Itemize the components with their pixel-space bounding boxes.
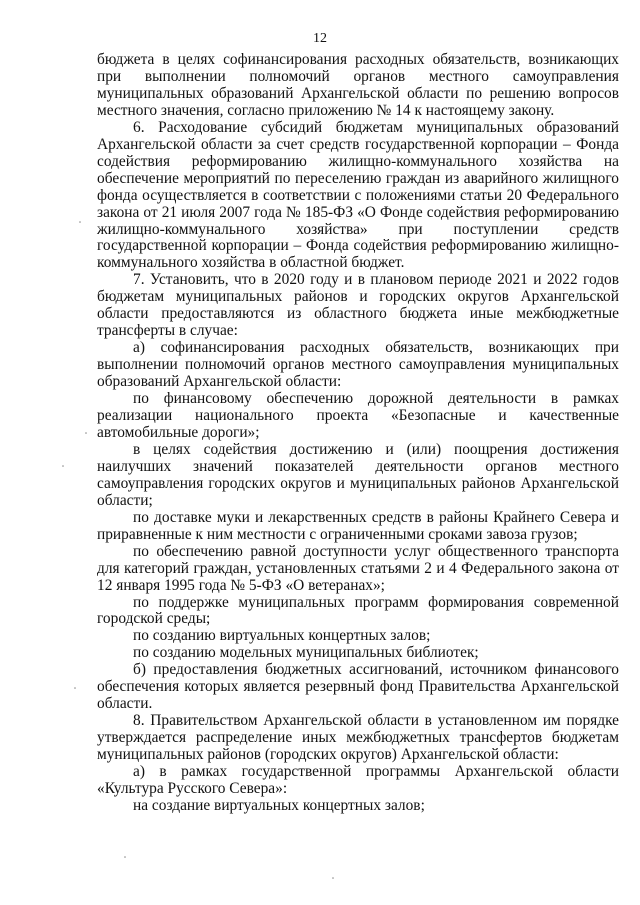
list-item-flour-medicine-delivery: по доставке муки и лекарственных средств в районы Крайнего Севера и приравненные к ним местности с ограниченными сроками завоза грузов;: [97, 508, 619, 543]
list-item-road-activity: по финансовому обеспечению дорожной деятельности в рамках реализации национального проекта «Безопасные и качественные автомобильные дороги»;: [97, 390, 619, 441]
paragraph-7a: а) софинансирования расходных обязательств, возникающих при выполнении полномочий органов местного самоуправления муниципальных образований Архангельской области:: [97, 339, 619, 391]
list-item-performance-indicators: в целях содействия достижению и (или) поощрения достижения наилучших значений показателей деятельности органов местного самоуправления городских округов и муниципальных районов Архангельской области;: [97, 440, 619, 509]
scan-speck: [124, 856, 126, 858]
scan-speck: [62, 465, 64, 467]
scan-speck: [332, 877, 334, 879]
paragraph-6: 6. Расходование субсидий бюджетам муниципальных образований Архангельской области за счет средств государственной корпорации – Фонда содействия реформированию жилищно-коммунального хозяйства на обеспечение мероприятий по переселению граждан из аварийного жилищного фонда осуществляется в соответствии с положениями статьи 20 Федерального закона от 21 июля 2007 года № 185-ФЗ «О Фонде содействия реформированию жилищно-коммунального хозяйства» при поступлении средств государственной корпорации – Фонда содействия реформированию жилищно-коммунального хозяйства в областной бюджет.: [97, 118, 619, 272]
paragraph-continuation: бюджета в целях софинансирования расходных обязательств, возникающих при выполнении полномочий органов местного самоуправления муниципальных образований Архангельской области по решению вопросов местного значения, согласно приложению № 14 к настоящему закону.: [97, 51, 619, 119]
paragraph-8a: а) в рамках государственной программы Архангельской области «Культура Русского Севера»:: [97, 763, 619, 797]
list-item-urban-environment: по поддержке муниципальных программ формирования современной городской среды;: [97, 593, 619, 628]
list-item-public-transport: по обеспечению равной доступности услуг общественного транспорта для категорий граждан, установленных статьями 2 и 4 Федерального закона от 12 января 1995 года № 5-ФЗ «О ветеранах»;: [97, 542, 619, 594]
page-number: 12: [313, 31, 327, 46]
scan-speck: [74, 687, 76, 689]
paragraph-7b: б) предоставления бюджетных ассигнований, источником финансового обеспечения которых является резервный фонд Правительства Архангельской области.: [97, 661, 619, 713]
scan-speck: [79, 221, 81, 223]
list-item-virtual-concert-halls: по созданию виртуальных концертных залов;: [133, 627, 431, 645]
document-body: [97, 52, 619, 815]
scan-speck: [85, 432, 87, 434]
list-item-model-libraries: по созданию модельных муниципальных библиотек;: [133, 644, 479, 662]
paragraph-7: 7. Установить, что в 2020 году и в плановом периоде 2021 и 2022 годов бюджетам муниципальных районов и городских округов Архангельской области предоставляются из областного бюджета иные межбюджетные трансферты в случае:: [97, 271, 619, 340]
list-item-virtual-concert-halls-creation: на создание виртуальных концертных залов;: [133, 796, 425, 814]
paragraph-8: 8. Правительством Архангельской области в установленном им порядке утверждается распределение иных межбюджетных трансфертов бюджетам муниципальных районов (городских округов) Архангельской области:: [97, 712, 619, 764]
